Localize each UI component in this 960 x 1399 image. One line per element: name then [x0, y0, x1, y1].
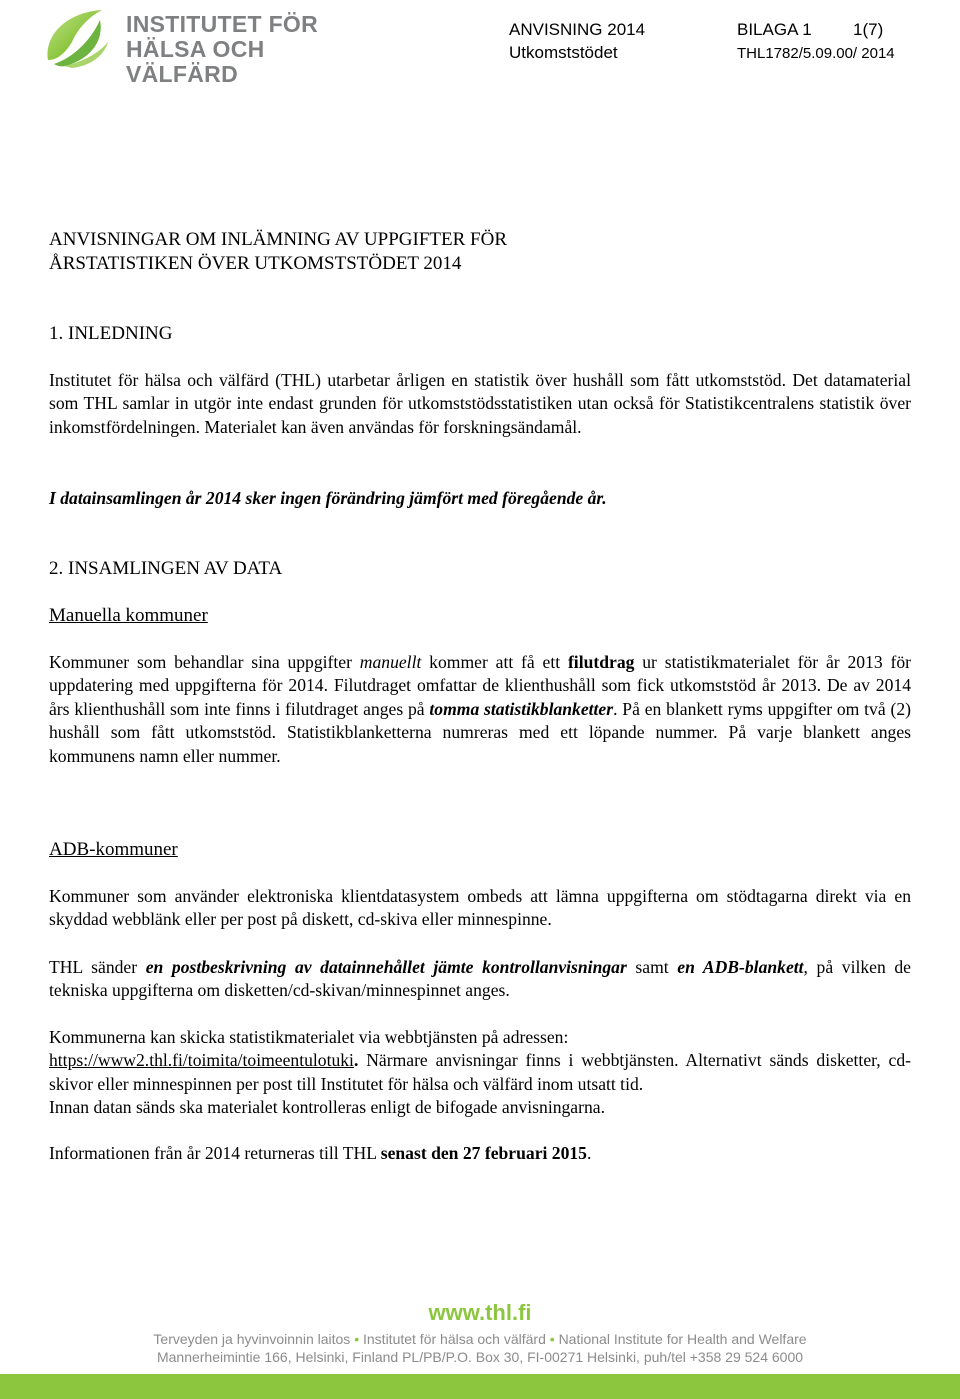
p1-emph-manually: manuellt — [359, 652, 422, 672]
attachment-label: BILAGA 1 — [737, 20, 812, 39]
page-number: 1(7) — [853, 20, 884, 39]
footer-name-sv: Institutet för hälsa och välfärd — [363, 1331, 546, 1347]
postal-description-paragraph — [49, 956, 911, 1003]
p3-text-e: , på vilken de tekniska uppgifterna om disketten/cd-skivan/minnespinnet anges. — [49, 957, 911, 1001]
web-service-link[interactable]: https://www2.thl.fi/toimita/toimeentulotuki — [49, 1050, 354, 1071]
p1-emph-file-extract: filutdrag — [567, 652, 635, 672]
footer-address: Mannerheimintie 166, Helsinki, Finland PL/PB/P.O. Box 30, FI-00271 Helsinki, puh/tel +358 29 524 6000 — [156, 1349, 804, 1365]
p4-line-check: Innan datan sänds ska materialet kontrolleras enligt de bifogade anvisningarna. — [49, 1097, 605, 1118]
footer-name-en: National Institute for Health and Welfare — [558, 1331, 807, 1347]
logo-line-2: HÄLSA OCH VÄLFÄRD — [126, 36, 265, 87]
p5-text-c: . — [586, 1143, 592, 1163]
title-line-2: ÅRSTATISTIKEN ÖVER UTKOMSTSTÖDET 2014 — [49, 253, 462, 274]
p1-emph-empty-forms: tomma statistikblanketter — [429, 698, 614, 719]
doc-subject: Utkomststödet — [509, 43, 618, 62]
p3-emph-adb-form: en ADB-blankett — [677, 957, 804, 977]
title-line-1: ANVISNINGAR OM INLÄMNING AV UPPGIFTER FÖR — [49, 229, 507, 250]
p5-text-a: Informationen från år 2014 returneras till THL — [49, 1143, 381, 1163]
p1-text-g: . På en blankett ryms uppgifter om två (2) hushåll som fått utkomststöd. Statistikblanketterna numreras med ett löpande nummer. På varje blankett anges kommunens namn eller nummer. — [49, 698, 911, 766]
footer-url: www.thl.fi — [428, 1300, 532, 1325]
logo-wordmark — [126, 12, 382, 87]
footer-name-fi: Terveyden ja hyvinvoinnin laitos — [153, 1331, 351, 1347]
p1-text-c: kommer att få ett — [421, 652, 568, 672]
section-2-heading: 2. INSAMLINGEN AV DATA — [49, 558, 283, 579]
web-service-paragraph — [49, 1026, 911, 1120]
p4-dot: . — [353, 1050, 359, 1071]
subheading-adb-municipalities: ADB-kommuner — [49, 839, 178, 860]
p4-body — [49, 1049, 911, 1096]
footer-green-bar — [0, 1374, 960, 1399]
footer-institute-names — [0, 1331, 960, 1347]
logo-line-1: INSTITUTET FÖR — [126, 11, 319, 37]
manual-municipalities-paragraph — [49, 651, 911, 768]
p3-text-a: THL sänder — [49, 957, 146, 977]
deadline-paragraph — [49, 1142, 911, 1165]
p3-emph-description: en postbeskrivning av datainnehållet jämte kontrollanvisningar — [145, 957, 627, 977]
p1-text-a: Kommuner som behandlar sina uppgifter — [49, 652, 360, 672]
section-1-note: I datainsamlingen år 2014 sker ingen förändring jämfört med föregående år. — [49, 488, 607, 508]
doc-type: ANVISNING 2014 — [509, 20, 646, 39]
p4-text-b: Närmare anvisningar finns i webbtjänsten. Alternativt sänds disketter, cd-skivor eller minnespinnen per post till Institutet för hälsa och välfärd inom utsatt tid. — [49, 1050, 911, 1094]
thl-logo — [42, 6, 382, 87]
doc-reference: THL1782/5.09.00/ 2014 — [737, 45, 895, 62]
p1-text-e: ur statistikmaterialet för år 2013 för uppdatering med uppgifterna för 2014. Filutdraget omfattar de klienthushåll som fick utkomststöd år 2013. De av 2014 års klienthushåll som inte finns i filutdraget anges på — [49, 652, 911, 719]
footer-bullet-icon: • — [354, 1331, 360, 1347]
subheading-manual-municipalities: Manuella kommuner — [49, 605, 208, 626]
section-1-heading: 1. INLEDNING — [49, 323, 173, 344]
section-1-paragraph: Institutet för hälsa och välfärd (THL) utarbetar årligen en statistik över hushåll som fått utkomststöd. Det datamaterial som THL samlar in utgör inte endast grunden för utkomststödsstatistiken utan också för Statistikcentralens statistik över inkomstfördelningen. Materialet kan även användas för forskningsändamål. — [49, 370, 911, 437]
footer-bullet-icon: • — [549, 1331, 555, 1347]
thl-leaf-icon — [42, 6, 122, 68]
p3-text-c: samt — [626, 957, 678, 977]
p4-line-intro: Kommunerna kan skicka statistikmaterialet via webbtjänsten på adressen: — [49, 1027, 569, 1047]
adb-paragraph: Kommuner som använder elektroniska klientdatasystem ombeds att lämna uppgifterna om stödtagarna direkt via en skyddad webblänk eller per post på diskett, cd-skiva eller minnespinne. — [49, 886, 911, 930]
document-title — [49, 228, 911, 276]
deadline-date: senast den 27 februari 2015 — [380, 1143, 587, 1163]
